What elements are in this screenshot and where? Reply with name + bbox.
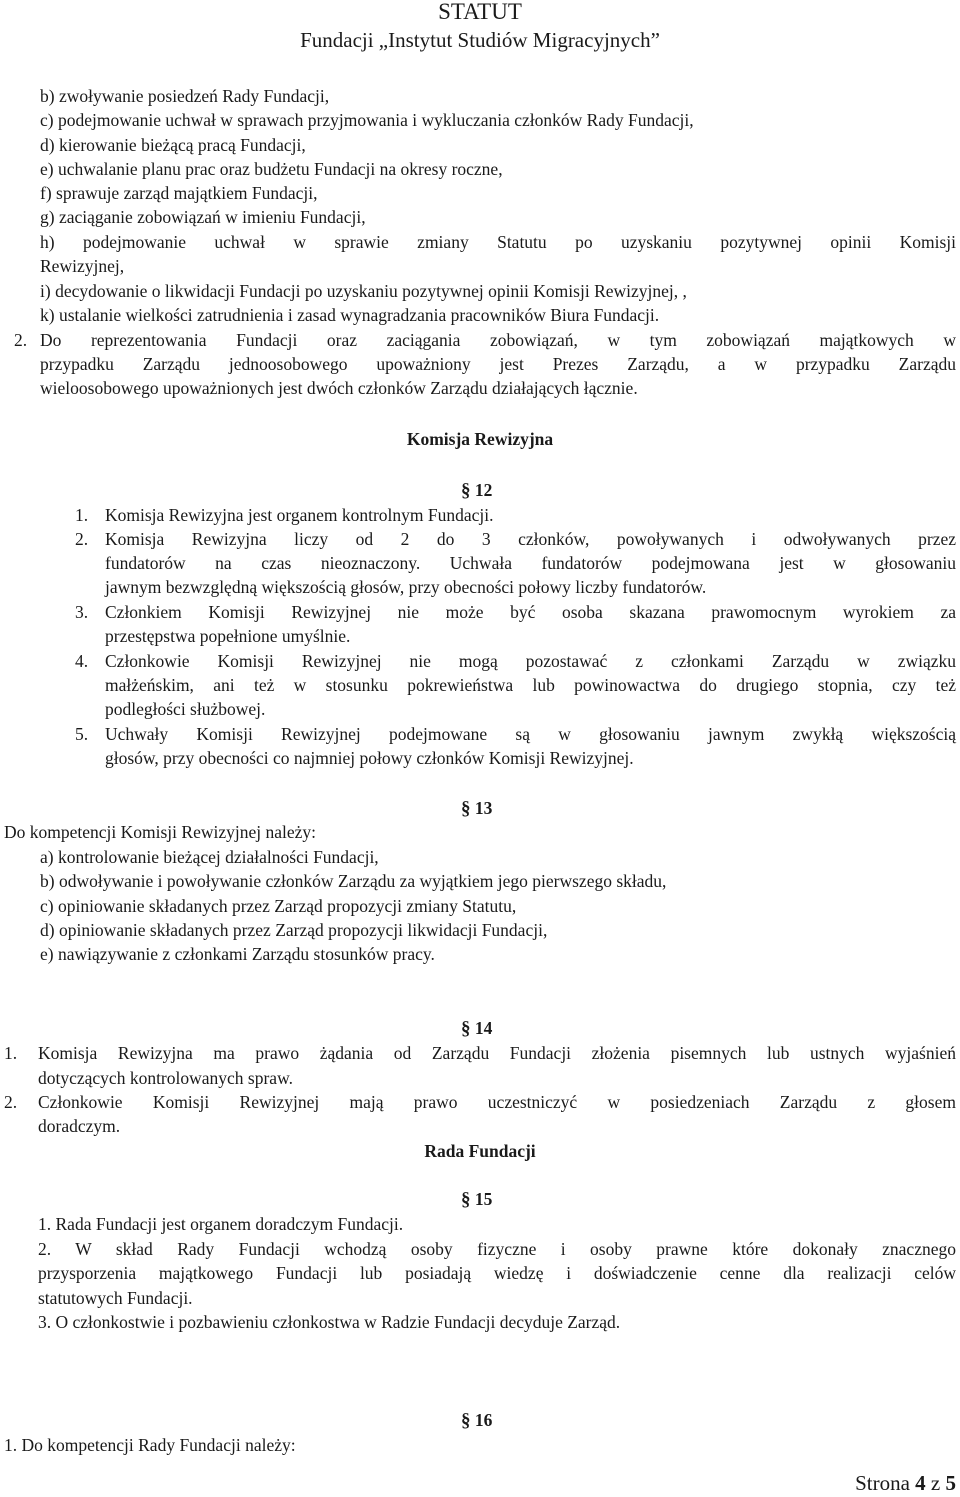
section-heading: Komisja Rewizyjna — [406, 429, 554, 449]
list-item: c) podejmowanie uchwał w sprawach przyjmowania i wykluczania członków Rady Fundacji, — [40, 110, 694, 130]
item-line: małżeńskim, ani też w stosunku pokrewieństwa lub powinowactwa do drugiego stopnia, czy też — [105, 675, 956, 695]
list-item: 2. W skład Rady Fundacji wchodzą osoby fizyczne i osoby prawne które dokonały znacznego — [38, 1239, 956, 1259]
list-item-continuation: Rewizyjnej, — [40, 256, 125, 276]
list-item: g) zaciąganie zobowiązań w imieniu Fundacji, — [40, 207, 366, 227]
paragraph-line: przypadku Zarządu jednoosobowego upoważniony jest Prezes Zarządu, a w przypadku Zarządu — [40, 354, 956, 374]
list-item: k) ustalanie wielkości zatrudnienia i zasad wynagradzania pracowników Biura Fundacji. — [40, 305, 660, 325]
current-page: 4 — [915, 1471, 926, 1495]
list-item-continuation: przysporzenia majątkowego Fundacji lub posiadają wiedzę i doświadczenie cenne dla realizacji celów — [38, 1263, 956, 1283]
item-line: Komisja Rewizyjna ma prawo żądania od Zarządu Fundacji złożenia pisemnych lub ustnych wyjaśnień — [38, 1043, 956, 1063]
item-line: jawnym bezwzględną większością głosów, przy obecności połowy liczby fundatorów. — [105, 577, 707, 597]
paragraph-number: 2. — [14, 330, 28, 350]
page-of: z — [930, 1471, 941, 1495]
list-item: 1. Rada Fundacji jest organem doradczym Fundacji. — [38, 1214, 404, 1234]
list-item: f) sprawuje zarząd majątkiem Fundacji, — [40, 183, 318, 203]
item-line: fundatorów na czas nieoznaczony. Uchwała fundatorów podejmowana jest w głosowaniu — [105, 553, 956, 573]
section-number — [461, 1408, 492, 1433]
paragraph-line: Do reprezentowania Fundacji oraz zaciągania zobowiązań, w tym zobowiązań majątkowych w — [40, 330, 956, 350]
section-number — [461, 1187, 492, 1212]
section-number — [461, 1016, 492, 1041]
item-number: 3. — [75, 602, 89, 622]
section-number-value: 16 — [474, 1410, 493, 1430]
section-intro: 1. Do kompetencji Rady Fundacji należy: — [4, 1435, 296, 1455]
section-number-value: 14 — [474, 1018, 493, 1038]
section-number — [461, 478, 492, 503]
item-number: 5. — [75, 724, 89, 744]
list-item: c) opiniowanie składanych przez Zarząd propozycji zmiany Statutu, — [40, 896, 517, 916]
section-sign: § — [461, 1410, 471, 1431]
page-label: Strona — [855, 1471, 910, 1495]
section-number-value: 13 — [474, 798, 493, 818]
total-pages: 5 — [945, 1471, 956, 1495]
section-sign: § — [461, 480, 471, 501]
section-sign: § — [461, 1189, 471, 1210]
list-item: 3. O członkostwie i pozbawieniu członkostwa w Radzie Fundacji decyduje Zarząd. — [38, 1312, 621, 1332]
item-line: Członkiem Komisji Rewizyjnej nie może być osoba skazana prawomocnym wyrokiem za — [105, 602, 956, 622]
section-heading: Rada Fundacji — [424, 1141, 536, 1161]
list-item: d) kierowanie bieżącą pracą Fundacji, — [40, 135, 306, 155]
item-line: głosów, przy obecności co najmniej połowy członków Komisji Rewizyjnej. — [105, 748, 634, 768]
list-item: b) zwoływanie posiedzeń Rady Fundacji, — [40, 86, 330, 106]
list-item: i) decydowanie o likwidacji Fundacji po uzyskaniu pozytywnej opinii Komisji Rewizyjnej, , — [40, 281, 687, 301]
item-number: 1. — [75, 505, 89, 525]
item-number: 2. — [4, 1092, 18, 1112]
paragraph-line: wieloosobowego upoważnionych jest dwóch członków Zarządu działających łącznie. — [40, 378, 638, 398]
list-item-continuation: statutowych Fundacji. — [38, 1288, 193, 1308]
section-intro: Do kompetencji Komisji Rewizyjnej należy: — [4, 822, 317, 842]
item-line: doradczym. — [38, 1116, 121, 1136]
section-number — [461, 796, 492, 821]
header-subtitle: Fundacji „Instytut Studiów Migracyjnych” — [300, 28, 660, 52]
item-number: 4. — [75, 651, 89, 671]
item-line: przestępstwa popełnione umyślnie. — [105, 626, 351, 646]
item-line: Uchwały Komisji Rewizyjnej podejmowane są w głosowaniu jawnym zwykłą większością — [105, 724, 956, 744]
item-line: Komisja Rewizyjna jest organem kontrolnym Fundacji. — [105, 505, 494, 525]
section-number-value: 15 — [474, 1189, 493, 1209]
item-line: Członkowie Komisji Rewizyjnej mają prawo uczestniczyć w posiedzeniach Zarządu z głosem — [38, 1092, 956, 1112]
section-sign: § — [461, 798, 471, 819]
item-line: dotyczących kontrolowanych spraw. — [38, 1068, 293, 1088]
list-item: h) podejmowanie uchwał w sprawie zmiany Statutu po uzyskaniu pozytywnej opinii Komisji — [40, 232, 956, 252]
list-item: e) uchwalanie planu prac oraz budżetu Fundacji na okresy roczne, — [40, 159, 503, 179]
list-item: a) kontrolowanie bieżącej działalności Fundacji, — [40, 847, 379, 867]
item-number: 1. — [4, 1043, 18, 1063]
list-item: d) opiniowanie składanych przez Zarząd propozycji likwidacji Fundacji, — [40, 920, 548, 940]
item-line: Członkowie Komisji Rewizyjnej nie mogą pozostawać z członkami Zarządu w związku — [105, 651, 956, 671]
item-line: podległości służbowej. — [105, 699, 266, 719]
header-title: STATUT — [438, 0, 522, 24]
section-sign: § — [461, 1018, 471, 1039]
list-item: e) nawiązywanie z członkami Zarządu stosunków pracy. — [40, 944, 435, 964]
item-number: 2. — [75, 529, 89, 549]
section-number-value: 12 — [474, 480, 493, 500]
page-footer — [855, 1470, 956, 1496]
item-line: Komisja Rewizyjna liczy od 2 do 3 członków, powoływanych i odwoływanych przez — [105, 529, 956, 549]
list-item: b) odwoływanie i powoływanie członków Zarządu za wyjątkiem jego pierwszego składu, — [40, 871, 667, 891]
